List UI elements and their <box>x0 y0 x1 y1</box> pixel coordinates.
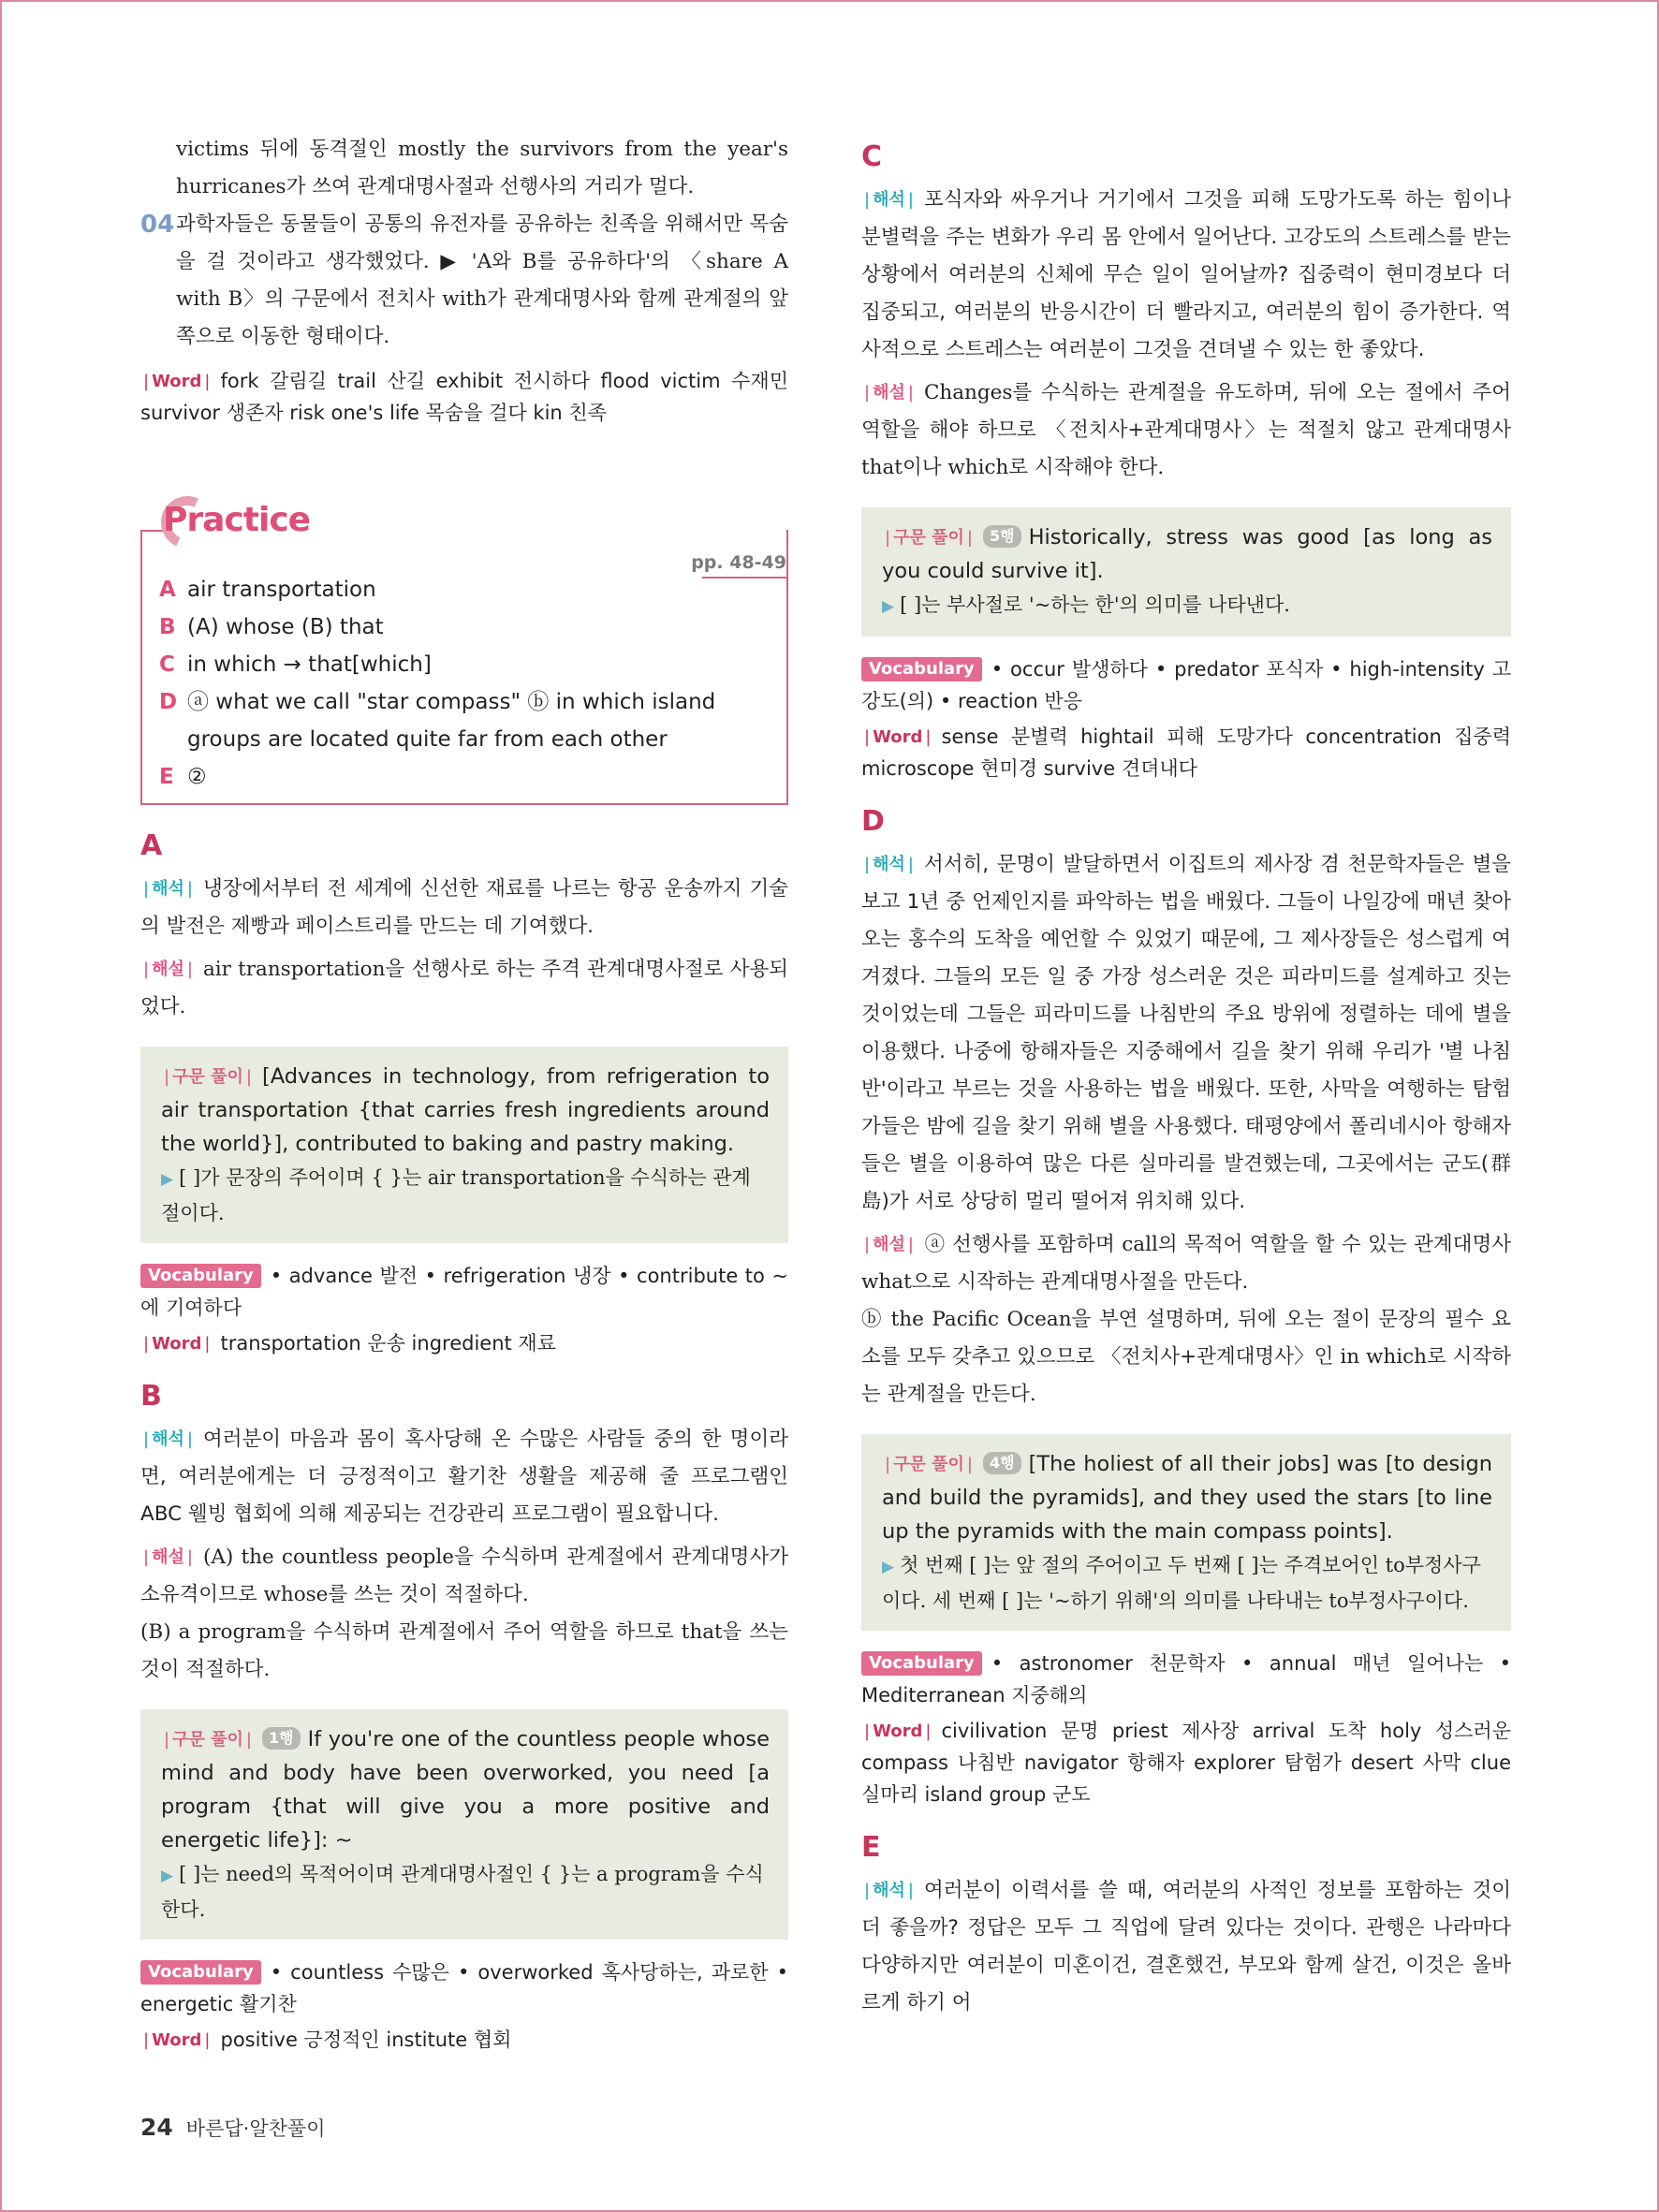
answer-value: in which → that[which] <box>187 652 432 677</box>
section-d-words <box>861 1715 1511 1810</box>
section-c-words <box>861 721 1511 784</box>
section-d-syntax-box <box>861 1434 1511 1631</box>
syntax-sentence <box>882 520 1492 588</box>
section-a-vocabulary <box>140 1260 788 1324</box>
syntax-note <box>161 1857 770 1926</box>
translation-label: | 해석 | <box>861 190 917 211</box>
section-b-explanation-b: (B) a program을 수식하며 관계절에서 주어 역할을 하므로 that을 쓰는 것이 적절하다. <box>140 1620 788 1681</box>
word-text: positive 긍정적인 institute 협회 <box>220 2029 512 2051</box>
vocabulary-label: Vocabulary <box>140 1960 261 1985</box>
practice-page-ref: pp. 48-49 <box>691 552 786 573</box>
practice-answer-row <box>159 608 777 646</box>
syntax-label: | 구문 풀이 | <box>882 1455 976 1475</box>
section-c-heading: C <box>861 140 883 173</box>
line-number-badge: 4행 <box>983 1452 1021 1474</box>
section-b-translation <box>140 1421 788 1533</box>
syntax-text: Historically, stress was good [as long as you could survive it]. <box>882 525 1492 583</box>
section-d-vocabulary <box>861 1648 1511 1711</box>
vocabulary-text: • countless 수많은 • overworked 혹사당하는, 과로한 • energetic 활기찬 <box>140 1961 788 2015</box>
translation-label: | 해석 | <box>140 879 196 900</box>
section-c-vocabulary <box>861 653 1511 717</box>
explanation-label: | 해설 | <box>140 1547 196 1568</box>
syntax-note-text: [ ]는 부사절로 '~하는 한'의 의미를 나타낸다. <box>900 593 1290 616</box>
translation-text: 여러분이 이력서를 쓸 때, 여러분의 사적인 정보를 포함하는 것이 더 좋을까? 정답은 모두 그 직업에 달려 있다는 것이다. 관행은 나라마다 다양하지만 여러분이 미혼이건, 결혼했건, 부모와 함께 살건, 이것은 올바르게 하기 어 <box>861 1879 1511 2014</box>
line-number-badge: 5행 <box>983 525 1021 548</box>
word-label: | Word | <box>861 727 934 748</box>
translation-label: | 해석 | <box>861 1881 917 1901</box>
page-footer <box>140 2114 325 2142</box>
vocabulary-text: • occur 발생하다 • predator 포식자 • high-intensity 고강도(의) • reaction 반응 <box>861 658 1511 712</box>
syntax-note <box>882 1548 1492 1618</box>
practice-answer-row <box>159 758 777 796</box>
vocabulary-text: • astronomer 천문학자 • annual 매년 일어나는 • Mediterranean 지중해의 <box>861 1652 1511 1707</box>
word-text: transportation 운송 ingredient 재료 <box>220 1332 556 1355</box>
section-c-translation <box>861 182 1511 369</box>
practice-answer-row <box>159 646 777 683</box>
vocabulary-label: Vocabulary <box>861 1651 982 1676</box>
triangle-bullet-icon: ▶ <box>882 1558 895 1576</box>
answer-value: air transportation <box>187 578 376 602</box>
syntax-label: | 구문 풀이 | <box>882 528 976 549</box>
explanation-label: | 해설 | <box>861 1235 917 1255</box>
section-a-explanation <box>140 951 788 1026</box>
section-e-heading: E <box>861 1831 881 1864</box>
word-text: sense 분별력 hightail 피해 도망가다 concentration 집중력 microscope 현미경 survive 견뎌내다 <box>861 725 1511 780</box>
practice-title: Practice <box>163 501 311 539</box>
syntax-label: | 구문 풀이 | <box>161 1067 255 1088</box>
syntax-text: [Advances in technology, from refrigeration to air transportation {that carries fresh ingredients around the world}], contributed to baking and pastry making. <box>161 1064 770 1156</box>
left-column <box>140 131 788 2056</box>
practice-answer-box <box>140 496 788 814</box>
word-label: | Word | <box>140 2030 213 2051</box>
section-b-words <box>140 2024 788 2056</box>
book-title: 바른답·알찬풀이 <box>185 2117 326 2140</box>
right-column <box>861 131 1511 2022</box>
answer-value: ⓐ what we call "star compass" ⓑ in which island groups are located quite far from each other <box>187 690 716 752</box>
explanation-text: ⓐ 선행사를 포함하며 call의 목적어 역할을 할 수 있는 관계대명사 what으로 시작하는 관계대명사절을 만든다. <box>861 1233 1511 1294</box>
word-label: | Word | <box>140 372 213 392</box>
syntax-sentence <box>882 1447 1492 1548</box>
section-d-explanation-b: ⓑ the Pacific Ocean을 부연 설명하며, 뒤에 오는 절이 문장의 필수 요소를 모두 갖추고 있으므로 〈전치사+관계대명사〉인 in which로 시작하는 관계절을 만든다. <box>861 1308 1511 1406</box>
explanation-label: | 해설 | <box>861 383 917 403</box>
triangle-bullet-icon: ▶ <box>882 597 895 616</box>
section-d-explanation-a <box>861 1226 1511 1301</box>
syntax-note-text: [ ]가 문장의 주어이며 { }는 air transportation을 수식하는 관계절이다. <box>161 1166 751 1224</box>
section-c-explanation <box>861 374 1511 487</box>
line-number-badge: 1행 <box>262 1727 301 1750</box>
answer-value: ② <box>187 765 207 789</box>
practice-answer-row <box>159 571 777 608</box>
answer-value: (A) whose (B) that <box>187 615 384 639</box>
answer-key: A <box>159 578 176 602</box>
syntax-sentence <box>161 1722 770 1857</box>
explanation-label: | 해설 | <box>140 960 196 980</box>
section-b-heading: B <box>140 1380 162 1413</box>
word-text: civilivation 문명 priest 제사장 arrival 도착 holy 성스러운 compass 나침반 navigator 항해자 explorer 탐험가 desert 사막 clue 실마리 island group 군도 <box>861 1720 1511 1806</box>
answer-key: E <box>159 765 174 789</box>
explanation-text: Changes를 수식하는 관계절을 유도하며, 뒤에 오는 절에서 주어 역할을 해야 하므로 〈전치사+관계대명사〉는 적절치 않고 관계대명사 that이나 which로 시작해야 한다. <box>861 381 1511 479</box>
syntax-note <box>161 1161 770 1230</box>
section-b-explanation-a <box>140 1539 788 1614</box>
section-c-syntax-box <box>861 507 1511 637</box>
explanation-text: (A) the countless people을 수식하며 관계절에서 관계대명사가 소유격이므로 whose를 쓰는 것이 적절하다. <box>140 1545 788 1606</box>
translation-text: 여러분이 마음과 몸이 혹사당해 온 수많은 사람들 중의 한 명이라면, 여러분에게는 더 긍정적이고 활기찬 생활을 제공해 줄 프로그램인 ABC 웰빙 협회에 의해 제공되는 건강관리 프로그램이 필요합니다. <box>140 1428 788 1526</box>
page-number: 24 <box>140 2114 173 2141</box>
section-a-syntax-box <box>140 1047 788 1243</box>
syntax-text: If you're one of the countless people whose mind and body have been overworked, you need [a program {that will give you a more positive and energetic life}]: ~ <box>161 1727 770 1853</box>
section-d-heading: D <box>861 805 885 838</box>
section-a-translation <box>140 871 788 945</box>
item-number: 04 <box>140 211 175 239</box>
answer-key: C <box>159 652 175 677</box>
syntax-note <box>882 588 1492 623</box>
word-label: | Word | <box>140 1334 213 1355</box>
triangle-bullet-icon: ▶ <box>161 1867 174 1885</box>
syntax-text: [The holiest of all their jobs] was [to design and build the pyramids], and they used the stars [to line up the pyramids with the main compass points]. <box>882 1452 1492 1544</box>
section-a-heading: A <box>140 829 163 862</box>
continued-explanation: victims 뒤에 동격절인 mostly the survivors from the year's hurricanes가 쓰여 관계대명사절과 선행사의 거리가 멀다. <box>176 138 788 198</box>
section-b-vocabulary <box>140 1956 788 2020</box>
practice-answer-list <box>159 571 777 796</box>
answer-key: D <box>159 690 178 714</box>
translation-label: | 해석 | <box>861 855 917 875</box>
syntax-label: | 구문 풀이 | <box>161 1730 255 1751</box>
syntax-note-text: 첫 번째 [ ]는 앞 절의 주어이고 두 번째 [ ]는 주격보어인 to부정사구이다. 세 번째 [ ]는 '~하기 위해'의 의미를 나타내는 to부정사구이다. <box>882 1554 1481 1612</box>
explanation-text: air transportation을 선행사로 하는 주격 관계대명사절로 사용되었다. <box>140 958 788 1018</box>
syntax-note-text: [ ]는 need의 목적어이며 관계대명사절인 { }는 a program을 수식한다. <box>161 1863 764 1921</box>
vocabulary-label: Vocabulary <box>861 657 982 681</box>
section-a-words <box>140 1327 788 1359</box>
section-e-translation <box>861 1872 1511 2022</box>
practice-answer-row <box>159 683 777 758</box>
word-list <box>140 365 788 429</box>
word-text: fork 갈림길 trail 산길 exhibit 전시하다 flood victim 수재민 survivor 생존자 risk one's life 목숨을 걸다 kin 친족 <box>140 370 788 424</box>
syntax-sentence <box>161 1060 770 1161</box>
section-d-translation <box>861 846 1511 1221</box>
translation-text: 포식자와 싸우거나 거기에서 그것을 피해 도망가도록 하는 힘이나 분별력을 주는 변화가 우리 몸 안에서 일어난다. 고강도의 스트레스를 받는 상황에서 여러분의 신체에 무슨 일이 일어날까? 집중력이 현미경보다 더 집중되고, 여러분의 반응시간이 더 빨라지고, 여러분의 힘이 증가한다. 역사적으로 스트레스는 여러분이 그것을 견뎌낼 수 있는 한 좋았다. <box>861 188 1511 361</box>
answer-key: B <box>159 615 176 639</box>
translation-text: 서서히, 문명이 발달하면서 이집트의 제사장 겸 천문학자들은 별을 보고 1년 중 언제인지를 파악하는 법을 배웠다. 그들이 나일강에 매년 찾아오는 홍수의 도착을 예언할 수 있었기 때문에, 그 제사장들은 성스럽게 여겨졌다. 그들의 모든 일 중 가장 성스러운 것은 피라미드를 설계하고 짓는 것이었는데 그들은 피라미드를 나침반의 주요 방위에 정렬하는 데에 별을 이용했다. 나중에 항해자들은 지중해에서 길을 찾기 위해 우리가 '별 나침반'이라고 부르는 것을 사용하는 법을 배웠다. 또한, 사막을 여행하는 탐험가들은 밤에 길을 찾기 위해 별을 사용했다. 태평양에서 폴리네시아 항해자들은 별을 이용하여 많은 다른 실마리를 발견했는데, 그곳에서는 군도(群島)가 서로 상당히 멀리 떨어져 위치해 있다. <box>861 853 1511 1213</box>
item-04 <box>140 206 788 356</box>
translation-label: | 해석 | <box>140 1429 196 1450</box>
vocabulary-label: Vocabulary <box>140 1264 261 1288</box>
item-04-text: 과학자들은 동물들이 공통의 유전자를 공유하는 친족을 위해서만 목숨을 걸 것이라고 생각했었다. ▶ 'A와 B를 공유하다'의 〈share A with B〉의 구문에서 전치사 with가 관계대명사와 함께 관계절의 앞쪽으로 이동한 형태이다. <box>176 212 788 348</box>
word-label: | Word | <box>861 1721 934 1742</box>
triangle-bullet-icon: ▶ <box>161 1170 174 1189</box>
translation-text: 냉장에서부터 전 세계에 신선한 재료를 나르는 항공 운송까지 기술의 발전은 제빵과 페이스트리를 만드는 데 기여했다. <box>140 877 788 938</box>
vocabulary-text: • advance 발전 • refrigeration 냉장 • contribute to ~에 기여하다 <box>140 1265 788 1319</box>
section-b-syntax-box <box>140 1709 788 1940</box>
